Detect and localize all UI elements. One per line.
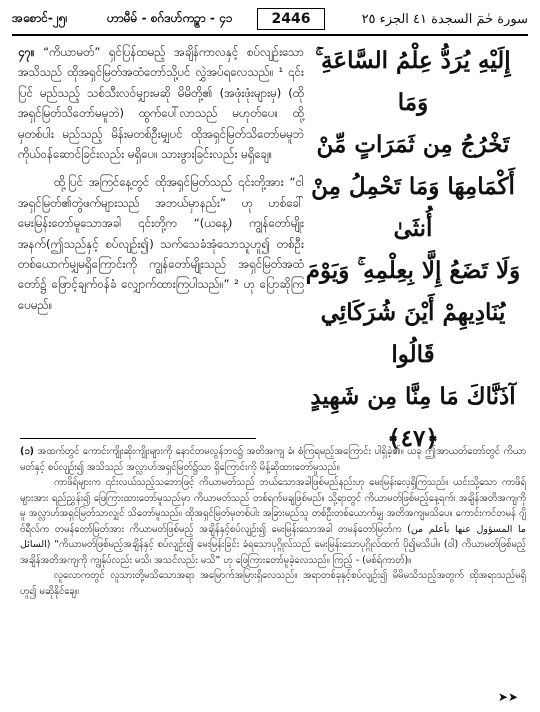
arabic-line: يُنَادِيهِمْ أَيْنَ شُرَكَائِي قَالُوا: [320, 299, 506, 368]
footnote-rule: [20, 438, 256, 439]
footnotes: [20, 444, 526, 599]
footnote-paragraph: ကာဖိရ်များက ၎င်းလယ်သည့်သဘောဖြင့် ကိယာမတ်သည် ဘယ်သောအခါဖြစ်မည်နည်းဟု မေးမြန်းလေ့ရှိကြသည်။ ယင်းသို့သော ကာဖိရ်များအား ရည်ညွှန်း၍ ဖြေကြားထားတော်မူသည်မှာ ကိယာမတ်သည် တစ်ရက်မချဖြစ်မည်။ သို့ရာတွင် ကိယာမတ်ဖြစ်မည့်နေ့ရက်၊ အချိန်အတိအကျကိုမူ အလ္လာဟ်အရှင်မြတ်သာလျှင် သိတော်မူသည်။ ထိုအရှင်မြတ်မှတစ်ပါး အခြားမည်သူ တစ်ဦးတစ်ယောက်မျှ အတိအကျမသိပေ။ ကောင်းကင်တမန် ဂျိဗ်ရီလ်က တမန်တော်မြတ်အား ကိယာမတ်ဖြစ်မည့် အချိန်နှင့်စပ်လျဉ်း၍ မေးမြန်းသောအခါ တမန်တော်မြတ်က (ما المسؤول عنها بأعلم من السائل) “ကိယာမတ်ဖြစ်မည့်အချိန်နှင့် စပ်လျဉ်း၍ မေးမြန်းခြင်း ခံရသောပုဂ္ဂိုလ်သည် မေးမြန်းသောပုဂ္ဂိုလ်ထက် ပို၍မသိပါ။ (ဝါ) ကိယာမတ်ဖြစ်မည့် အချိန်အတိအကျကို ကျွန်ုပ်လည်း မသိ၊ အသင်လည်း မသိ” ဟု ဖြေကြားတော်မူခဲ့လေသည်။ ကြည့် - (မစ်ရ်ကာတ်)။: [20, 477, 526, 566]
arabic-line: إِلَيْهِ يُرَدُّ عِلْمُ السَّاعَةِ ۚ وَمَا: [315, 47, 511, 116]
translation-paragraph-2: ထို့ပြင် အကြင်နေ့တွင် ထိုအရှင်မြတ်သည် ၎င်းတို့အား “ငါအရှင်မြတ်၏တွဲဖက်များသည် အဘယ်မှာနည်း” ဟု ဟစ်ခေါ် မေးမြန်းတော်မူသောအခါ ၎င်းတို့က “(ယနေ့) ကျွန်တော်မျိုးအနက်(ဤသည်နှင့် စပ်လျဉ်း၍) သက်သေခံအုံသောသူဟူ၍ တစ်ဦးတစ်ယောက်မျှမရှိကြောင်းကို ကျွန်တော်မျိုးသည် အရှင်မြတ်အထံတော်၌ ဖြောင့်ချက်ဝန်ခံ လျှောက်ထားကြပါသည်။” ² ဟု ပြောဆိုကြပေမည်။: [18, 175, 304, 312]
footnote: [20, 444, 526, 475]
page-header: [12, 6, 528, 32]
footnote-paragraph: လူလောကတွင် လူသားတို့မသိသောအရာ အမြောက်အမြားရှိလေသည်။ အရာတစ်ခုနှင့်စပ်လျဉ်း၍ မိမိမသိသည့်အတွက် ထိုအရာသည်မရှိဟူ၍ မဆိုနိုင်ချေ။: [20, 570, 526, 597]
arabic-line: أَكْمَامِهَا وَمَا تَحْمِلُ مِنْ أُنثَىٰ: [311, 173, 515, 242]
header-rule: [12, 34, 528, 36]
header-surah-title: ဟာမီမ် - စဂ်ဒဟ်ကဉ္စာ - ၄၁: [107, 11, 233, 25]
translation-paragraph: [18, 42, 304, 164]
header-chapter: အစောင်-၂၅၊: [12, 11, 68, 25]
arabic-line: وَلَا تَضَعُ إِلَّا بِعِلْمِهِ ۚ وَيَوْمَ: [305, 257, 521, 284]
arabic-line: تَخْرُجُ مِن ثَمَرَاتٍ مِّنْ: [316, 131, 510, 158]
continue-arrow-icon: ➤➤: [497, 690, 518, 704]
footnote-marker: (၁): [20, 446, 35, 457]
footnote-text: အထက်တွင် ကောင်းကျိုးဆိုးကျိုးများကို နောင်တမလွန်ဘဝ၌ အတိအကျ ခံ၊ စံကြရမည့်အကြောင်း ပါရှိခဲ့၏။ ယခု ဤအာယတ်တော်တွင် ကိယာမတ်နှင့် စပ်လျဉ်း၍ အသိသည် အလ္လာဟ်အရှင်မြတ်၌သာ ရှိကြောင်းကို မိန့်ဆိုထားတော်မူသည်။: [20, 446, 526, 473]
arabic-verse: [300, 40, 526, 452]
verse-number: ၄၇။: [18, 45, 35, 59]
translation-column: [18, 42, 304, 315]
header-arabic-surah: سورة حٰمٓ السجدة ٤١ الجزء ٢٥: [361, 11, 528, 27]
page-number: 2446: [257, 8, 325, 30]
translation-text: “ကိယာမတ်” ရှင်ပြန်ထမည့် အချိန်ကာလနှင့် စပ်လျဉ်းသော အသိသည် ထိုအရှင်မြတ်အထံတော်သို့ပင် လွှဲအပ်ရလေသည်။ ¹ ၎င်းပြင် မည်သည့် သစ်သီးလဝ်မျှားမဆို မိမိတို့၏ (အဖုံးဖုံးများမှ) (ထို အရှင်မြတ်သိတော်မမူဘဲ) ထွက်ပေါ်လာသည် မဟုတ်ပေ။ ထို့မှတစ်ပါး မည်သည့် မိန်းမတစ်ဦးမျှပင် ထိုအရှင်မြတ်သိတော်မမူဘဲ ကိုယ်ဝန်ဆောင်ခြင်းလည်း မရှိပေ။ သားဖွားခြင်းလည်း မရှိချေ။: [18, 45, 305, 162]
arabic-line: آذَنَّاكَ مَا مِنَّا مِن شَهِيدٍ ﴿٤٧﴾: [310, 383, 516, 452]
